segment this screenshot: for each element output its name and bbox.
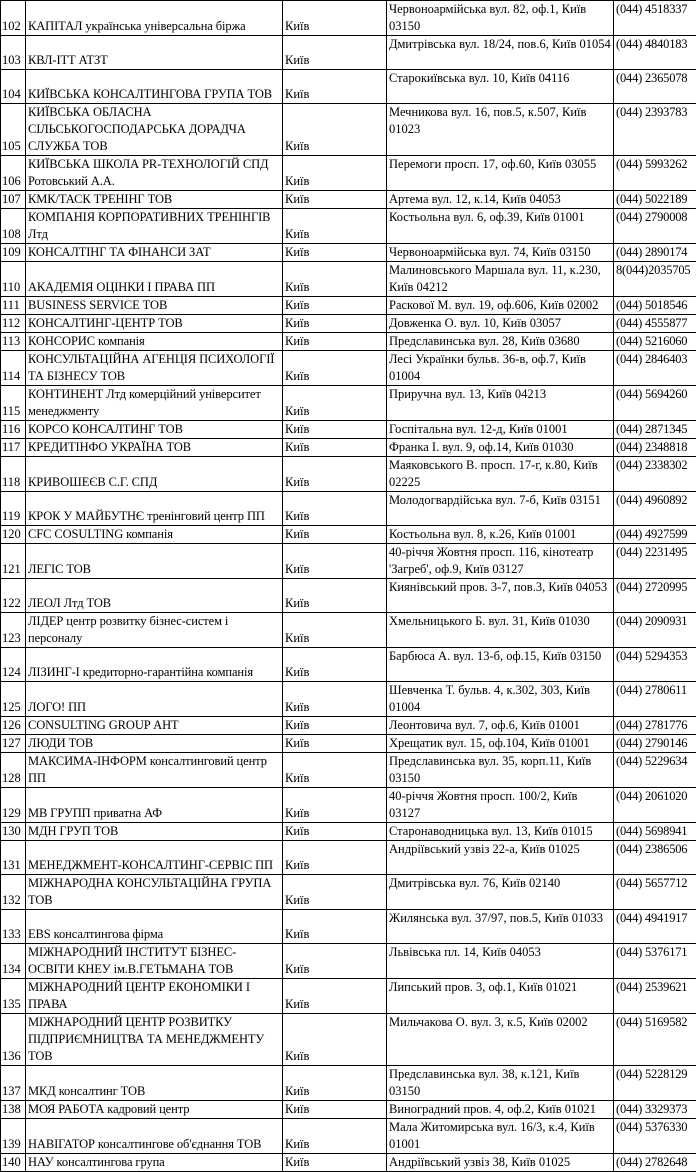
row-number-cell: 119 xyxy=(1,492,26,526)
city-cell: Київ xyxy=(283,717,387,735)
table-row xyxy=(1,648,696,682)
row-number-cell: 139 xyxy=(1,1119,26,1154)
company-name-cell: МАКСИМА-ІНФОРМ консалтинговий центр ПП xyxy=(26,753,283,788)
company-name-cell: МВ ГРУПП приватна АФ xyxy=(26,788,283,823)
phone-cell: (044) 5376330 xyxy=(614,1119,696,1154)
table-row xyxy=(1,841,696,875)
company-name-cell: КИЇВСЬКА ОБЛАСНА СІЛЬСЬКОГОСПОДАРСЬКА ДОРАДЧА СЛУЖБА ТОВ xyxy=(26,104,283,156)
address-cell: Андріївський узвіз 22-а, Київ 01025 xyxy=(387,841,614,875)
phone-cell: (044) 4840183 xyxy=(614,36,696,70)
table-row xyxy=(1,735,696,753)
address-cell: Леонтовича вул. 7, оф.6, Київ 01001 xyxy=(387,717,614,735)
row-number-cell: 105 xyxy=(1,104,26,156)
city-cell: Київ xyxy=(283,788,387,823)
company-name-cell: КАПІТАЛ українська універсальна біржа xyxy=(26,1,283,36)
company-name-cell: КОНТИНЕНТ Лтд комерційний університет менеджменту xyxy=(26,386,283,421)
phone-cell: (044) 5376171 xyxy=(614,944,696,979)
phone-cell: (044) 2539621 xyxy=(614,979,696,1014)
city-cell: Київ xyxy=(283,36,387,70)
table-row xyxy=(1,1066,696,1101)
row-number-cell: 121 xyxy=(1,544,26,579)
table-row xyxy=(1,386,696,421)
city-cell: Київ xyxy=(283,297,387,315)
row-number-cell: 125 xyxy=(1,682,26,717)
table-row xyxy=(1,823,696,841)
phone-cell: (044) 2790008 xyxy=(614,209,696,244)
phone-cell: (044) 4927599 xyxy=(614,526,696,544)
phone-cell: (044) 2780611 xyxy=(614,682,696,717)
company-name-cell: EBS консалтингова фірма xyxy=(26,910,283,944)
company-name-cell: НАВІГАТОР консалтингове об'єднання ТОВ xyxy=(26,1119,283,1154)
address-cell: Червоноармійська вул. 82, оф.1, Київ 03150 xyxy=(387,1,614,36)
phone-cell: 8(044)2035705 xyxy=(614,262,696,297)
row-number-cell: 110 xyxy=(1,262,26,297)
phone-cell: (044) 2781776 xyxy=(614,717,696,735)
row-number-cell: 140 xyxy=(1,1154,26,1172)
row-number-cell: 136 xyxy=(1,1014,26,1066)
row-number-cell: 111 xyxy=(1,297,26,315)
city-cell: Київ xyxy=(283,526,387,544)
row-number-cell: 130 xyxy=(1,823,26,841)
company-name-cell: МДН ГРУП ТОВ xyxy=(26,823,283,841)
companies-table-body xyxy=(1,1,696,1172)
row-number-cell: 112 xyxy=(1,315,26,333)
row-number-cell: 114 xyxy=(1,351,26,386)
row-number-cell: 122 xyxy=(1,579,26,613)
city-cell: Київ xyxy=(283,315,387,333)
company-name-cell: ЛІДЕР центр розвитку бізнес-систем і персоналу xyxy=(26,613,283,648)
table-row xyxy=(1,36,696,70)
phone-cell: (044) 4518337 xyxy=(614,1,696,36)
company-name-cell: ЛЮДИ ТОВ xyxy=(26,735,283,753)
phone-cell: (044) 5694260 xyxy=(614,386,696,421)
city-cell: Київ xyxy=(283,648,387,682)
phone-cell: (044) 5169582 xyxy=(614,1014,696,1066)
row-number-cell: 123 xyxy=(1,613,26,648)
phone-cell: (044) 2782648 xyxy=(614,1154,696,1172)
company-name-cell: КРОК У МАЙБУТНЄ тренінговий центр ПП xyxy=(26,492,283,526)
company-name-cell: МОЯ РАБОТА кадровий центр xyxy=(26,1101,283,1119)
phone-cell: (044) 5294353 xyxy=(614,648,696,682)
row-number-cell: 102 xyxy=(1,1,26,36)
company-name-cell: CFC COSULTING компанія xyxy=(26,526,283,544)
phone-cell: (044) 5229634 xyxy=(614,753,696,788)
row-number-cell: 128 xyxy=(1,753,26,788)
address-cell: Барбюса А. вул. 13-б, оф.15, Київ 03150 xyxy=(387,648,614,682)
row-number-cell: 126 xyxy=(1,717,26,735)
city-cell: Київ xyxy=(283,386,387,421)
phone-cell: (044) 5993262 xyxy=(614,156,696,191)
address-cell: Андріївський узвіз 38, Київ 01025 xyxy=(387,1154,614,1172)
company-name-cell: КРЕДИТІНФО УКРАЇНА ТОВ xyxy=(26,439,283,457)
table-row xyxy=(1,333,696,351)
table-row xyxy=(1,753,696,788)
address-cell: Предславинська вул. 35, корп.11, Київ 03150 xyxy=(387,753,614,788)
table-row xyxy=(1,1101,696,1119)
address-cell: Раскової М. вул. 19, оф.606, Київ 02002 xyxy=(387,297,614,315)
row-number-cell: 116 xyxy=(1,421,26,439)
address-cell: Жилянська вул. 37/97, пов.5, Київ 01033 xyxy=(387,910,614,944)
phone-cell: (044) 5216060 xyxy=(614,333,696,351)
city-cell: Київ xyxy=(283,979,387,1014)
city-cell: Київ xyxy=(283,333,387,351)
city-cell: Київ xyxy=(283,421,387,439)
row-number-cell: 124 xyxy=(1,648,26,682)
city-cell: Київ xyxy=(283,1119,387,1154)
address-cell: Перемоги просп. 17, оф.60, Київ 03055 xyxy=(387,156,614,191)
address-cell: Шевченка Т. бульв. 4, к.302, 303, Київ 01004 xyxy=(387,682,614,717)
city-cell: Київ xyxy=(283,492,387,526)
row-number-cell: 138 xyxy=(1,1101,26,1119)
table-row xyxy=(1,457,696,492)
phone-cell: (044) 2720995 xyxy=(614,579,696,613)
table-row xyxy=(1,1014,696,1066)
company-name-cell: КИЇВСЬКА ШКОЛА PR-ТЕХНОЛОГІЙ СПД Ротовський А.А. xyxy=(26,156,283,191)
city-cell: Київ xyxy=(283,156,387,191)
row-number-cell: 113 xyxy=(1,333,26,351)
address-cell: 40-річчя Жовтня просп. 100/2, Київ 03127 xyxy=(387,788,614,823)
address-cell: Предславинська вул. 28, Київ 03680 xyxy=(387,333,614,351)
row-number-cell: 135 xyxy=(1,979,26,1014)
city-cell: Київ xyxy=(283,1154,387,1172)
company-name-cell: МІЖНАРОДНИЙ ЦЕНТР РОЗВИТКУ ПІДПРИЄМНИЦТВА ТА МЕНЕДЖМЕНТУ ТОВ xyxy=(26,1014,283,1066)
address-cell: Дмитрівська вул. 18/24, пов.6, Київ 01054 xyxy=(387,36,614,70)
row-number-cell: 134 xyxy=(1,944,26,979)
table-row xyxy=(1,421,696,439)
city-cell: Київ xyxy=(283,579,387,613)
company-name-cell: КОРСО КОНСАЛТИНГ ТОВ xyxy=(26,421,283,439)
address-cell: Мильчакова О. вул. 3, к.5, Київ 02002 xyxy=(387,1014,614,1066)
company-name-cell: АКАДЕМІЯ ОЦІНКИ І ПРАВА ПП xyxy=(26,262,283,297)
city-cell: Київ xyxy=(283,1014,387,1066)
company-name-cell: МІЖНАРОДНИЙ ЦЕНТР ЕКОНОМІКИ І ПРАВА xyxy=(26,979,283,1014)
address-cell: Дмитрівська вул. 76, Київ 02140 xyxy=(387,875,614,910)
table-row xyxy=(1,191,696,209)
phone-cell: (044) 2890174 xyxy=(614,244,696,262)
address-cell: Лесі Українки бульв. 36-в, оф.7, Київ 01004 xyxy=(387,351,614,386)
phone-cell: (044) 2386506 xyxy=(614,841,696,875)
company-name-cell: КМК/ТАСК ТРЕНІНГ ТОВ xyxy=(26,191,283,209)
company-name-cell: ЛЕОЛ Лтд ТОВ xyxy=(26,579,283,613)
row-number-cell: 108 xyxy=(1,209,26,244)
phone-cell: (044) 2365078 xyxy=(614,70,696,104)
city-cell: Київ xyxy=(283,1066,387,1101)
row-number-cell: 131 xyxy=(1,841,26,875)
table-row xyxy=(1,439,696,457)
city-cell: Київ xyxy=(283,841,387,875)
city-cell: Київ xyxy=(283,191,387,209)
table-row xyxy=(1,875,696,910)
row-number-cell: 118 xyxy=(1,457,26,492)
phone-cell: (044) 5698941 xyxy=(614,823,696,841)
table-row xyxy=(1,315,696,333)
city-cell: Київ xyxy=(283,875,387,910)
table-row xyxy=(1,351,696,386)
row-number-cell: 103 xyxy=(1,36,26,70)
phone-cell: (044) 5022189 xyxy=(614,191,696,209)
city-cell: Київ xyxy=(283,613,387,648)
address-cell: Хмельницького Б. вул. 31, Київ 01030 xyxy=(387,613,614,648)
row-number-cell: 133 xyxy=(1,910,26,944)
company-name-cell: КИЇВСЬКА КОНСАЛТИНГОВА ГРУПА ТОВ xyxy=(26,70,283,104)
city-cell: Київ xyxy=(283,70,387,104)
address-cell: Франка І. вул. 9, оф.14, Київ 01030 xyxy=(387,439,614,457)
city-cell: Київ xyxy=(283,1,387,36)
city-cell: Київ xyxy=(283,439,387,457)
company-name-cell: ЛЕГІС ТОВ xyxy=(26,544,283,579)
phone-cell: (044) 2061020 xyxy=(614,788,696,823)
phone-cell: (044) 2090931 xyxy=(614,613,696,648)
address-cell: Госпітальна вул. 12-д, Київ 01001 xyxy=(387,421,614,439)
address-cell: Мала Житомирська вул. 16/3, к.4, Київ 01001 xyxy=(387,1119,614,1154)
address-cell: Липський пров. 3, оф.1, Київ 01021 xyxy=(387,979,614,1014)
address-cell: Маяковського В. просп. 17-г, к.80, Київ 02225 xyxy=(387,457,614,492)
phone-cell: (044) 2790146 xyxy=(614,735,696,753)
city-cell: Київ xyxy=(283,244,387,262)
address-cell: Артема вул. 12, к.14, Київ 04053 xyxy=(387,191,614,209)
address-cell: Старокиївська вул. 10, Київ 04116 xyxy=(387,70,614,104)
city-cell: Київ xyxy=(283,457,387,492)
phone-cell: (044) 2871345 xyxy=(614,421,696,439)
company-name-cell: КОНСАЛТИНГ-ЦЕНТР ТОВ xyxy=(26,315,283,333)
city-cell: Київ xyxy=(283,910,387,944)
company-name-cell: НАУ консалтингова група xyxy=(26,1154,283,1172)
city-cell: Київ xyxy=(283,682,387,717)
table-row xyxy=(1,944,696,979)
table-row xyxy=(1,788,696,823)
city-cell: Київ xyxy=(283,262,387,297)
table-row xyxy=(1,579,696,613)
address-cell: Мечникова вул. 16, пов.5, к.507, Київ 01023 xyxy=(387,104,614,156)
phone-cell: (044) 2393783 xyxy=(614,104,696,156)
city-cell: Київ xyxy=(283,735,387,753)
address-cell: Червоноармійська вул. 74, Київ 03150 xyxy=(387,244,614,262)
phone-cell: (044) 4555877 xyxy=(614,315,696,333)
address-cell: Хрещатик вул. 15, оф.104, Київ 01001 xyxy=(387,735,614,753)
city-cell: Київ xyxy=(283,544,387,579)
table-row xyxy=(1,492,696,526)
phone-cell: (044) 4960892 xyxy=(614,492,696,526)
company-name-cell: КОНСУЛЬТАЦІЙНА АГЕНЦІЯ ПСИХОЛОГІЇ ТА БІЗНЕСУ ТОВ xyxy=(26,351,283,386)
phone-cell: (044) 3329373 xyxy=(614,1101,696,1119)
city-cell: Київ xyxy=(283,823,387,841)
address-cell: Старонаводницька вул. 13, Київ 01015 xyxy=(387,823,614,841)
address-cell: Львівська пл. 14, Київ 04053 xyxy=(387,944,614,979)
table-row xyxy=(1,717,696,735)
table-row xyxy=(1,613,696,648)
table-row xyxy=(1,1,696,36)
address-cell: Приручна вул. 13, Київ 04213 xyxy=(387,386,614,421)
city-cell: Київ xyxy=(283,944,387,979)
company-name-cell: КВЛ-ІТТ АТЗТ xyxy=(26,36,283,70)
row-number-cell: 115 xyxy=(1,386,26,421)
city-cell: Київ xyxy=(283,753,387,788)
table-row xyxy=(1,526,696,544)
company-name-cell: МЕНЕДЖМЕНТ-КОНСАЛТИНГ-СЕРВІС ПП xyxy=(26,841,283,875)
address-cell: Виноградний пров. 4, оф.2, Київ 01021 xyxy=(387,1101,614,1119)
table-row xyxy=(1,70,696,104)
company-name-cell: КОНСАЛТІНГ ТА ФІНАНСИ ЗАТ xyxy=(26,244,283,262)
phone-cell: (044) 2231495 xyxy=(614,544,696,579)
table-row xyxy=(1,262,696,297)
company-name-cell: BUSINESS SERVICE ТОВ xyxy=(26,297,283,315)
company-name-cell: CONSULTING GROUP АНТ xyxy=(26,717,283,735)
row-number-cell: 109 xyxy=(1,244,26,262)
row-number-cell: 137 xyxy=(1,1066,26,1101)
phone-cell: (044) 5228129 xyxy=(614,1066,696,1101)
address-cell: Довженка О. вул. 10, Київ 03057 xyxy=(387,315,614,333)
table-row xyxy=(1,682,696,717)
table-row xyxy=(1,1154,696,1172)
company-name-cell: МКД консалтинг ТОВ xyxy=(26,1066,283,1101)
company-name-cell: ЛІЗИНГ-І кредиторно-гарантійна компанія xyxy=(26,648,283,682)
company-name-cell: КОМПАНІЯ КОРПОРАТИВНИХ ТРЕНІНГІВ Лтд xyxy=(26,209,283,244)
company-name-cell: МІЖНАРОДНИЙ ІНСТИТУТ БІЗНЕС-ОСВІТИ КНЕУ ім.В.ГЕТЬМАНА ТОВ xyxy=(26,944,283,979)
row-number-cell: 120 xyxy=(1,526,26,544)
table-row xyxy=(1,297,696,315)
address-cell: Костьольна вул. 8, к.26, Київ 01001 xyxy=(387,526,614,544)
table-row xyxy=(1,979,696,1014)
table-row xyxy=(1,156,696,191)
phone-cell: (044) 5018546 xyxy=(614,297,696,315)
table-row xyxy=(1,209,696,244)
city-cell: Київ xyxy=(283,351,387,386)
address-cell: 40-річчя Жовтня просп. 116, кінотеатр 'Загреб', оф.9, Київ 03127 xyxy=(387,544,614,579)
row-number-cell: 132 xyxy=(1,875,26,910)
city-cell: Київ xyxy=(283,209,387,244)
row-number-cell: 107 xyxy=(1,191,26,209)
address-cell: Костьольна вул. 6, оф.39, Київ 01001 xyxy=(387,209,614,244)
address-cell: Малиновського Маршала вул. 11, к.230, Київ 04212 xyxy=(387,262,614,297)
company-name-cell: ЛОГО! ПП xyxy=(26,682,283,717)
phone-cell: (044) 4941917 xyxy=(614,910,696,944)
company-name-cell: МІЖНАРОДНА КОНСУЛЬТАЦІЙНА ГРУПА ТОВ xyxy=(26,875,283,910)
table-row xyxy=(1,104,696,156)
phone-cell: (044) 2846403 xyxy=(614,351,696,386)
phone-cell: (044) 2338302 xyxy=(614,457,696,492)
table-row xyxy=(1,544,696,579)
company-name-cell: КОНСОРИС компанія xyxy=(26,333,283,351)
row-number-cell: 127 xyxy=(1,735,26,753)
address-cell: Киянівський пров. 3-7, пов.3, Київ 04053 xyxy=(387,579,614,613)
address-cell: Предславинська вул. 38, к.121, Київ 03150 xyxy=(387,1066,614,1101)
company-name-cell: КРИВОШЕЄВ С.Г. СПД xyxy=(26,457,283,492)
table-row xyxy=(1,910,696,944)
table-row xyxy=(1,1119,696,1154)
row-number-cell: 106 xyxy=(1,156,26,191)
phone-cell: (044) 5657712 xyxy=(614,875,696,910)
city-cell: Київ xyxy=(283,1101,387,1119)
city-cell: Київ xyxy=(283,104,387,156)
row-number-cell: 104 xyxy=(1,70,26,104)
phone-cell: (044) 2348818 xyxy=(614,439,696,457)
row-number-cell: 117 xyxy=(1,439,26,457)
address-cell: Молодогвардійська вул. 7-б, Київ 03151 xyxy=(387,492,614,526)
table-row xyxy=(1,244,696,262)
row-number-cell: 129 xyxy=(1,788,26,823)
